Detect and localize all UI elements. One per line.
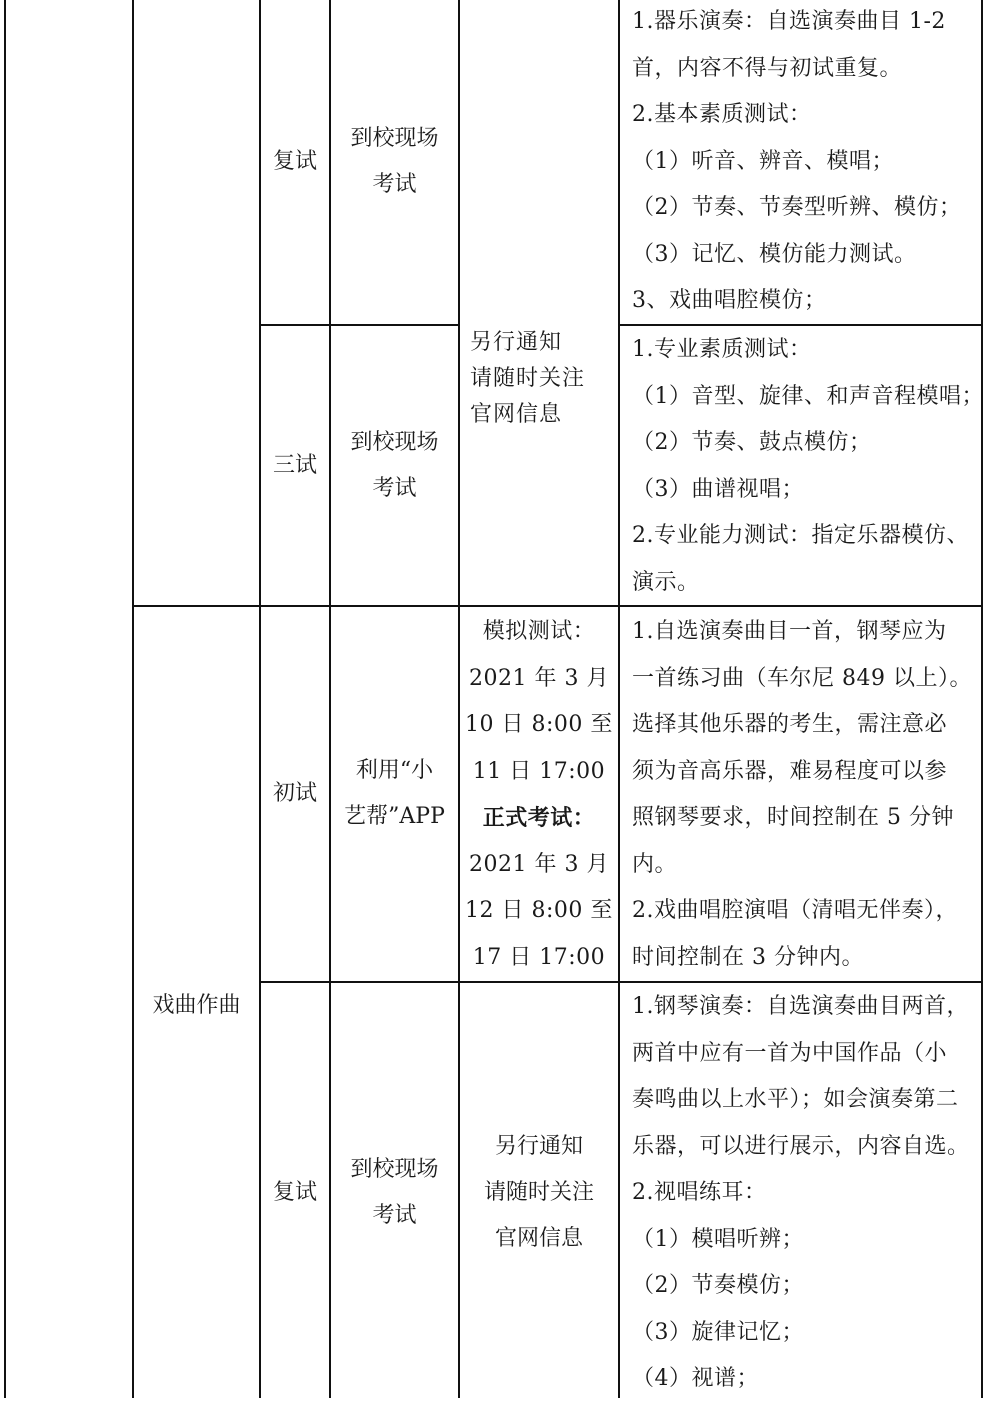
content-line: 1.器乐演奏：自选演奏曲目 1-2 [632,9,946,34]
content-line: 照钢琴要求，时间控制在 5 分钟 [632,805,954,830]
content-line: （3）曲谱视唱； [632,476,804,502]
time-line: 2021 年 3 月 [469,851,609,877]
content-line: 时间控制在 3 分钟内。 [632,944,864,970]
content-line: （2）节奏模仿； [632,1273,804,1298]
method-cell [331,607,458,981]
content-line: 1.专业素质测试： [632,337,812,362]
method-line: 到校现场 [350,429,439,455]
content-cell [632,327,984,606]
time-line: 10 日 8:00 至 [465,712,613,737]
method-line: 艺帮”APP [344,804,445,829]
content-line: 两首中应有一首为中国作品（小 [632,1040,948,1066]
method-line: 利用“小 [355,758,434,783]
time-line: 12 日 8:00 至 [465,898,613,923]
content-line: 奏鸣曲以上水平）；如会演奏第二 [632,1087,959,1112]
content-line: （1）模唱听辨； [632,1226,804,1252]
table-divider [618,0,620,1398]
method-cell [331,983,458,1403]
time-line: 11 日 17:00 [472,758,606,784]
time-line: 正式考试： [482,805,596,831]
content-line: （4）视谱； [632,1366,759,1391]
method-line: 考试 [372,172,417,197]
method-cell [331,326,458,605]
content-line: 须为音高乐器，难易程度可以参 [632,758,948,784]
method-cell [331,0,458,324]
content-cell [632,984,970,1403]
round-label: 初试 [272,781,317,806]
major-name: 戏曲作曲 [152,993,241,1018]
notice-line: 另行通知 [470,330,563,355]
exam-time-cell [460,983,618,1403]
content-line: （2）节奏、节奏型听辨、模仿； [632,195,962,220]
method-line: 考试 [372,475,417,501]
method-line: 到校现场 [350,126,439,151]
round-cell [261,983,329,1403]
content-line: 首，内容不得与初试重复。 [632,55,903,81]
method-line: 到校现场 [350,1157,439,1182]
content-line: 3、戏曲唱腔模仿； [632,288,827,313]
time-line: 17 日 17:00 [472,944,606,970]
method-line: 考试 [372,1203,417,1228]
content-line: （3）记忆、模仿能力测试。 [632,241,917,267]
content-line: 1.自选演奏曲目一首，钢琴应为 [632,619,947,644]
round-cell [261,0,329,324]
content-line: 1.钢琴演奏：自选演奏曲目两首， [632,994,969,1019]
time-line: 模拟测试： [482,619,596,644]
notice-line: 请随时关注 [470,366,586,391]
content-cell [632,609,972,981]
content-line: 2.专业能力测试：指定乐器模仿、 [632,523,969,548]
notice-line: 官网信息 [470,402,563,427]
content-cell [632,0,962,325]
content-line: 选择其他乐器的考生，需注意必 [632,712,948,737]
content-line: 内。 [632,851,678,877]
content-line: 2.戏曲唱腔演唱（清唱无伴奏）， [632,898,958,923]
content-line: （2）节奏、鼓点模仿； [632,430,872,455]
round-label: 复试 [272,149,317,174]
round-cell [261,607,329,981]
time-line: 2021 年 3 月 [469,665,609,691]
table-border-right [981,0,983,1398]
round-label: 三试 [272,452,317,478]
content-line: 演示。 [632,569,700,595]
content-line: （3）旋律记忆； [632,1319,804,1345]
time-line: 官网信息 [494,1226,583,1251]
content-line: （1）音型、旋律、和声音程模唱； [632,383,984,409]
time-line: 请随时关注 [483,1180,594,1205]
content-line: 一首练习曲（车尔尼 849 以上）。 [632,665,972,691]
table-border-left [4,0,6,1398]
time-line: 另行通知 [494,1134,583,1159]
round-cell [261,326,329,605]
content-line: 2.基本素质测试： [632,102,812,127]
content-line: （1）听音、辨音、模唱； [632,148,894,174]
content-line: 乐器，可以进行展示，内容自选。 [632,1133,970,1159]
content-line: 2.视唱练耳： [632,1180,767,1205]
major-cell [134,607,259,1398]
exam-time-cell [470,328,585,430]
exam-time-cell [460,609,618,981]
round-label: 复试 [272,1180,317,1205]
